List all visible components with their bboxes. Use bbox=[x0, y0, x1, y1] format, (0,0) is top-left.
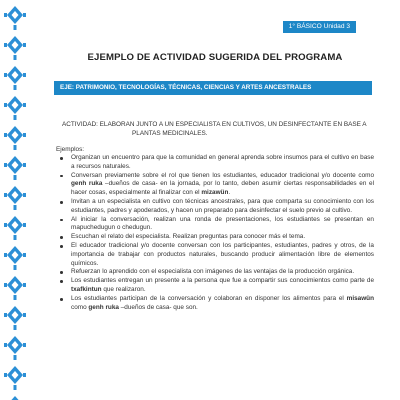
list-item: Al iniciar la conversación, realizan una ronda de presentaciones, los estudiantes se presentan en mapuchedugun o chedugun. bbox=[56, 216, 374, 234]
pattern-motif bbox=[4, 6, 26, 30]
examples-list bbox=[56, 154, 374, 312]
pattern-motif bbox=[4, 246, 26, 270]
list-item: El educador tradicional y/o docente conversan con los participantes, estudiantes, padres y otros, de la importancia de trabajar con productos naturales, buscando producir alimentación libre de elementos químicos. bbox=[56, 242, 374, 268]
page-title: EJEMPLO DE ACTIVIDAD SUGERIDA DEL PROGRAMA bbox=[87, 52, 343, 63]
grade-unit-badge: 1° BÁSICO Unidad 3 bbox=[283, 21, 356, 33]
eje-heading-bar: EJE: PATRIMONIO, TECNOLOGÍAS, TÉCNICAS, CIENCIAS Y ARTES ANCESTRALES bbox=[54, 81, 372, 95]
list-item: Escuchan el relato del especialista. Realizan preguntas para conocer más el tema. bbox=[56, 233, 374, 242]
pattern-motif bbox=[4, 216, 26, 240]
pattern-motif bbox=[4, 96, 26, 120]
activity-line-2: PLANTAS MEDICINALES. bbox=[132, 129, 208, 137]
pattern-motif bbox=[4, 276, 26, 300]
pattern-motif bbox=[4, 186, 26, 210]
activity-title bbox=[62, 121, 372, 138]
pattern-motif bbox=[4, 156, 26, 180]
mapuche-pattern-border bbox=[0, 0, 30, 400]
list-item: Refuerzan lo aprendido con el especialista con imágenes de las ventajas de la producción orgánica. bbox=[56, 268, 374, 277]
list-item: Organizan un encuentro para que la comunidad en general aprenda sobre insumos para el cultivo en base a recursos naturales. bbox=[56, 154, 374, 172]
list-item: Los estudiantes participan de la conversación y colaboran en disponer los alimentos para el misawün como genh ruka –dueños de casa- que son. bbox=[56, 295, 374, 313]
pattern-motif bbox=[4, 126, 26, 150]
list-item: Los estudiantes entregan un presente a la persona que fue a compartir sus conocimientos como parte de txafkintun que realizaron. bbox=[56, 277, 374, 295]
list-item: Conversan previamente sobre el rol que tienen los estudiantes, educador tradicional y/o docente como genh ruka –dueños de casa- en la jornada, por lo tanto, deben asumir ciertas responsabilidades en el hacer cosas, especialmente al finalizar con el mizawün. bbox=[56, 172, 374, 198]
pattern-motif bbox=[4, 366, 26, 390]
pattern-motif bbox=[4, 66, 26, 90]
pattern-motif bbox=[4, 306, 26, 330]
pattern-motif bbox=[4, 36, 26, 60]
list-item: Invitan a un especialista en cultivo con técnicas ancestrales, para que comparta su conocimiento con los estudiantes, padres y apoderados, y hacen un preparado para desinfectar el suelo previo al cultivo. bbox=[56, 198, 374, 216]
examples-label: Ejemplos: bbox=[56, 146, 85, 153]
activity-line-1: ACTIVIDAD: ELABORAN JUNTO A UN ESPECIALISTA EN CULTIVOS, UN DESINFECTANTE EN BASE A bbox=[62, 121, 367, 128]
pattern-motif bbox=[4, 396, 26, 400]
pattern-motif bbox=[4, 336, 26, 360]
